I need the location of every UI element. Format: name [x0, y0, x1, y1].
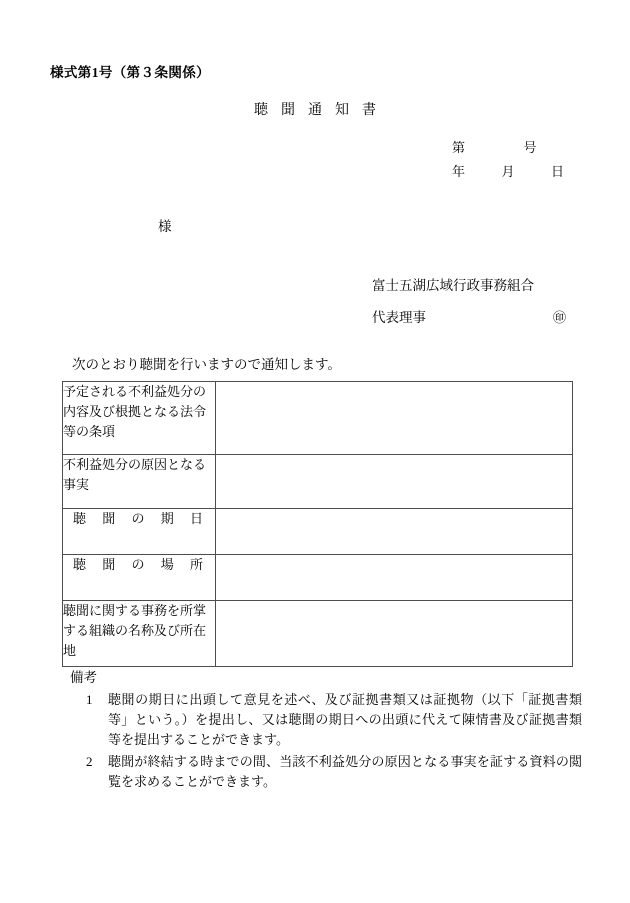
table-row	[63, 555, 573, 601]
table-row	[63, 382, 573, 455]
note-number: 2	[86, 754, 93, 769]
form-number-heading: 様式第1号（第３条関係）	[50, 65, 211, 80]
row-label-hearing-date: 聴聞の期日	[63, 509, 216, 555]
hearing-details-table	[62, 381, 573, 667]
note-item	[62, 690, 582, 750]
issue-date-line	[452, 160, 564, 184]
reference-number-line	[452, 136, 564, 160]
row-value-responsible-office[interactable]	[216, 601, 573, 667]
row-label-responsible-office: 聴聞に関する事務を所掌する組織の名称及び所在地	[63, 601, 216, 667]
notes-section	[62, 666, 582, 794]
row-value-hearing-date[interactable]	[216, 509, 573, 555]
row-label-hearing-place: 聴聞の場所	[63, 555, 216, 601]
reference-number-suffix: 号	[523, 140, 537, 155]
lead-in-sentence: 次のとおり聴聞を行いますので通知します。	[72, 357, 341, 372]
issuer-block	[372, 270, 566, 334]
reference-number-date-block	[452, 136, 564, 184]
issuer-organization: 富士五湖広域行政事務組合	[372, 278, 534, 293]
date-year-label: 年	[452, 164, 466, 179]
row-label-cause-facts: 不利益処分の原因となる事実	[63, 455, 216, 509]
date-day-label: 日	[551, 164, 565, 179]
row-value-planned-disposition[interactable]	[216, 382, 573, 455]
issuer-title-row	[372, 302, 566, 334]
issuer-title: 代表理事	[372, 310, 426, 325]
note-number: 1	[86, 692, 93, 707]
note-item	[62, 752, 582, 792]
row-label-planned-disposition: 予定される不利益処分の内容及び根拠となる法令等の条項	[63, 382, 216, 455]
notes-heading: 備考	[70, 670, 97, 685]
date-month-label: 月	[501, 164, 515, 179]
note-text: 聴聞の期日に出頭して意見を述べ、及び証拠書類又は証拠物（以下「証拠書類等」という。）を提出し、又は聴聞の期日への出頭に代えて陳情書及び証拠書類等を提出することができます。	[108, 692, 582, 747]
document-title: 聴聞通知書	[254, 103, 389, 118]
row-value-hearing-place[interactable]	[216, 555, 573, 601]
seal-icon: ㊞	[552, 310, 566, 325]
table-row	[63, 601, 573, 667]
addressee-honorific: 様	[158, 219, 172, 234]
row-value-cause-facts[interactable]	[216, 455, 573, 509]
note-text: 聴聞が終結する時までの間、当該不利益処分の原因となる事実を証する資料の閲覧を求めることができます。	[108, 754, 582, 789]
reference-number-prefix: 第	[452, 140, 466, 155]
table-row	[63, 455, 573, 509]
table-row	[63, 509, 573, 555]
